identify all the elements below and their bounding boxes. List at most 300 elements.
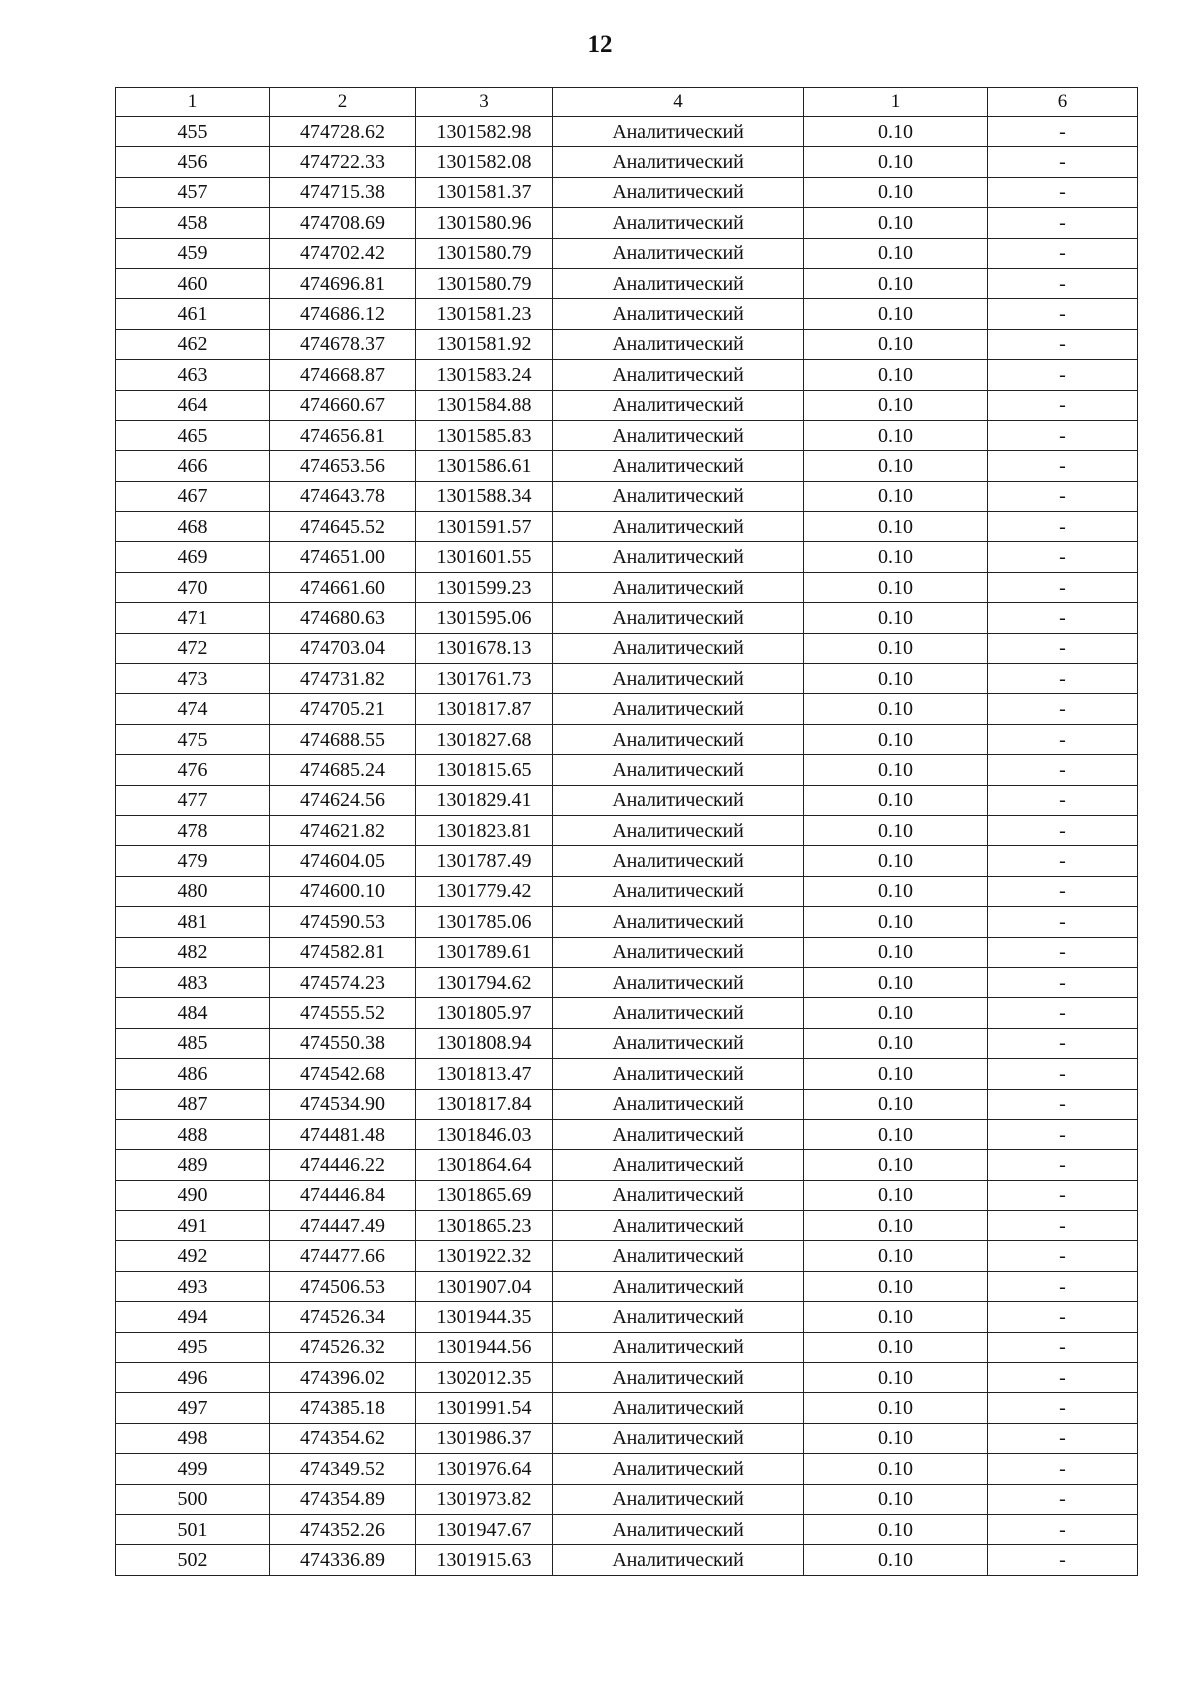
y-coordinate-cell: 1301915.63 bbox=[416, 1545, 553, 1575]
point-number-cell: 455 bbox=[116, 117, 270, 147]
table-row bbox=[116, 937, 1138, 967]
accuracy-cell: 0.10 bbox=[804, 238, 988, 268]
table-row bbox=[116, 1150, 1138, 1180]
x-coordinate-cell: 474696.81 bbox=[270, 268, 416, 298]
method-cell: Аналитический bbox=[553, 177, 804, 207]
table-row bbox=[116, 1180, 1138, 1210]
y-coordinate-cell: 1302012.35 bbox=[416, 1363, 553, 1393]
point-number-cell: 493 bbox=[116, 1271, 270, 1301]
note-cell: - bbox=[988, 603, 1138, 633]
x-coordinate-cell: 474590.53 bbox=[270, 907, 416, 937]
point-number-cell: 482 bbox=[116, 937, 270, 967]
point-number-cell: 474 bbox=[116, 694, 270, 724]
y-coordinate-cell: 1301976.64 bbox=[416, 1454, 553, 1484]
table-row bbox=[116, 967, 1138, 997]
y-coordinate-cell: 1301785.06 bbox=[416, 907, 553, 937]
y-coordinate-cell: 1301973.82 bbox=[416, 1484, 553, 1514]
x-coordinate-cell: 474624.56 bbox=[270, 785, 416, 815]
table-row bbox=[116, 1484, 1138, 1514]
y-coordinate-cell: 1301808.94 bbox=[416, 1028, 553, 1058]
method-cell: Аналитический bbox=[553, 1484, 804, 1514]
point-number-cell: 470 bbox=[116, 572, 270, 602]
table-row bbox=[116, 390, 1138, 420]
x-coordinate-cell: 474708.69 bbox=[270, 208, 416, 238]
note-cell: - bbox=[988, 876, 1138, 906]
y-coordinate-cell: 1301815.65 bbox=[416, 755, 553, 785]
note-cell: - bbox=[988, 785, 1138, 815]
table-row bbox=[116, 299, 1138, 329]
note-cell: - bbox=[988, 451, 1138, 481]
y-coordinate-cell: 1301581.23 bbox=[416, 299, 553, 329]
accuracy-cell: 0.10 bbox=[804, 1119, 988, 1149]
table-row bbox=[116, 1059, 1138, 1089]
accuracy-cell: 0.10 bbox=[804, 1393, 988, 1423]
table-row bbox=[116, 1332, 1138, 1362]
x-coordinate-cell: 474582.81 bbox=[270, 937, 416, 967]
y-coordinate-cell: 1301581.37 bbox=[416, 177, 553, 207]
accuracy-cell: 0.10 bbox=[804, 1302, 988, 1332]
method-cell: Аналитический bbox=[553, 633, 804, 663]
y-coordinate-cell: 1301813.47 bbox=[416, 1059, 553, 1089]
x-coordinate-cell: 474661.60 bbox=[270, 572, 416, 602]
table-row bbox=[116, 1241, 1138, 1271]
table-row bbox=[116, 1454, 1138, 1484]
method-cell: Аналитический bbox=[553, 846, 804, 876]
note-cell: - bbox=[988, 998, 1138, 1028]
accuracy-cell: 0.10 bbox=[804, 967, 988, 997]
x-coordinate-cell: 474621.82 bbox=[270, 815, 416, 845]
table-row bbox=[116, 238, 1138, 268]
y-coordinate-cell: 1301584.88 bbox=[416, 390, 553, 420]
x-coordinate-cell: 474656.81 bbox=[270, 420, 416, 450]
table-row bbox=[116, 177, 1138, 207]
y-coordinate-cell: 1301580.79 bbox=[416, 268, 553, 298]
point-number-cell: 481 bbox=[116, 907, 270, 937]
accuracy-cell: 0.10 bbox=[804, 998, 988, 1028]
point-number-cell: 463 bbox=[116, 360, 270, 390]
table-body bbox=[116, 117, 1138, 1576]
x-coordinate-cell: 474481.48 bbox=[270, 1119, 416, 1149]
point-number-cell: 464 bbox=[116, 390, 270, 420]
table-row bbox=[116, 1089, 1138, 1119]
method-cell: Аналитический bbox=[553, 724, 804, 754]
table-row bbox=[116, 451, 1138, 481]
point-number-cell: 491 bbox=[116, 1211, 270, 1241]
x-coordinate-cell: 474731.82 bbox=[270, 664, 416, 694]
note-cell: - bbox=[988, 1241, 1138, 1271]
y-coordinate-cell: 1301817.84 bbox=[416, 1089, 553, 1119]
table-row bbox=[116, 1302, 1138, 1332]
note-cell: - bbox=[988, 967, 1138, 997]
point-number-cell: 496 bbox=[116, 1363, 270, 1393]
x-coordinate-cell: 474688.55 bbox=[270, 724, 416, 754]
x-coordinate-cell: 474526.32 bbox=[270, 1332, 416, 1362]
method-cell: Аналитический bbox=[553, 1119, 804, 1149]
accuracy-cell: 0.10 bbox=[804, 694, 988, 724]
note-cell: - bbox=[988, 572, 1138, 602]
point-number-cell: 484 bbox=[116, 998, 270, 1028]
point-number-cell: 473 bbox=[116, 664, 270, 694]
point-number-cell: 461 bbox=[116, 299, 270, 329]
method-cell: Аналитический bbox=[553, 542, 804, 572]
table-row bbox=[116, 208, 1138, 238]
x-coordinate-cell: 474703.04 bbox=[270, 633, 416, 663]
accuracy-cell: 0.10 bbox=[804, 876, 988, 906]
accuracy-cell: 0.10 bbox=[804, 1241, 988, 1271]
y-coordinate-cell: 1301779.42 bbox=[416, 876, 553, 906]
x-coordinate-cell: 474542.68 bbox=[270, 1059, 416, 1089]
y-coordinate-cell: 1301823.81 bbox=[416, 815, 553, 845]
accuracy-cell: 0.10 bbox=[804, 329, 988, 359]
point-number-cell: 468 bbox=[116, 512, 270, 542]
x-coordinate-cell: 474477.66 bbox=[270, 1241, 416, 1271]
method-cell: Аналитический bbox=[553, 299, 804, 329]
table-row bbox=[116, 1514, 1138, 1544]
x-coordinate-cell: 474702.42 bbox=[270, 238, 416, 268]
y-coordinate-cell: 1301595.06 bbox=[416, 603, 553, 633]
note-cell: - bbox=[988, 1180, 1138, 1210]
accuracy-cell: 0.10 bbox=[804, 268, 988, 298]
note-cell: - bbox=[988, 1332, 1138, 1362]
point-number-cell: 495 bbox=[116, 1332, 270, 1362]
x-coordinate-cell: 474446.84 bbox=[270, 1180, 416, 1210]
y-coordinate-cell: 1301585.83 bbox=[416, 420, 553, 450]
method-cell: Аналитический bbox=[553, 1454, 804, 1484]
accuracy-cell: 0.10 bbox=[804, 1363, 988, 1393]
note-cell: - bbox=[988, 329, 1138, 359]
table-row bbox=[116, 329, 1138, 359]
x-coordinate-cell: 474651.00 bbox=[270, 542, 416, 572]
table-row bbox=[116, 512, 1138, 542]
method-cell: Аналитический bbox=[553, 451, 804, 481]
method-cell: Аналитический bbox=[553, 1089, 804, 1119]
method-cell: Аналитический bbox=[553, 1150, 804, 1180]
accuracy-cell: 0.10 bbox=[804, 1454, 988, 1484]
accuracy-cell: 0.10 bbox=[804, 1180, 988, 1210]
y-coordinate-cell: 1301580.96 bbox=[416, 208, 553, 238]
accuracy-cell: 0.10 bbox=[804, 846, 988, 876]
y-coordinate-cell: 1301583.24 bbox=[416, 360, 553, 390]
point-number-cell: 489 bbox=[116, 1150, 270, 1180]
point-number-cell: 487 bbox=[116, 1089, 270, 1119]
accuracy-cell: 0.10 bbox=[804, 1423, 988, 1453]
y-coordinate-cell: 1301591.57 bbox=[416, 512, 553, 542]
x-coordinate-cell: 474385.18 bbox=[270, 1393, 416, 1423]
column-header: 1 bbox=[116, 88, 270, 117]
table-row bbox=[116, 603, 1138, 633]
note-cell: - bbox=[988, 360, 1138, 390]
point-number-cell: 459 bbox=[116, 238, 270, 268]
note-cell: - bbox=[988, 724, 1138, 754]
x-coordinate-cell: 474685.24 bbox=[270, 755, 416, 785]
accuracy-cell: 0.10 bbox=[804, 1059, 988, 1089]
point-number-cell: 490 bbox=[116, 1180, 270, 1210]
y-coordinate-cell: 1301599.23 bbox=[416, 572, 553, 602]
x-coordinate-cell: 474354.89 bbox=[270, 1484, 416, 1514]
note-cell: - bbox=[988, 1119, 1138, 1149]
point-number-cell: 466 bbox=[116, 451, 270, 481]
point-number-cell: 485 bbox=[116, 1028, 270, 1058]
point-number-cell: 467 bbox=[116, 481, 270, 511]
point-number-cell: 500 bbox=[116, 1484, 270, 1514]
accuracy-cell: 0.10 bbox=[804, 451, 988, 481]
x-coordinate-cell: 474715.38 bbox=[270, 177, 416, 207]
note-cell: - bbox=[988, 238, 1138, 268]
column-header: 2 bbox=[270, 88, 416, 117]
accuracy-cell: 0.10 bbox=[804, 815, 988, 845]
y-coordinate-cell: 1301582.08 bbox=[416, 147, 553, 177]
note-cell: - bbox=[988, 542, 1138, 572]
x-coordinate-cell: 474728.62 bbox=[270, 117, 416, 147]
point-number-cell: 486 bbox=[116, 1059, 270, 1089]
x-coordinate-cell: 474555.52 bbox=[270, 998, 416, 1028]
note-cell: - bbox=[988, 1150, 1138, 1180]
note-cell: - bbox=[988, 177, 1138, 207]
method-cell: Аналитический bbox=[553, 390, 804, 420]
table-row bbox=[116, 694, 1138, 724]
x-coordinate-cell: 474336.89 bbox=[270, 1545, 416, 1575]
x-coordinate-cell: 474446.22 bbox=[270, 1150, 416, 1180]
table-row bbox=[116, 664, 1138, 694]
x-coordinate-cell: 474447.49 bbox=[270, 1211, 416, 1241]
note-cell: - bbox=[988, 1423, 1138, 1453]
method-cell: Аналитический bbox=[553, 147, 804, 177]
y-coordinate-cell: 1301991.54 bbox=[416, 1393, 553, 1423]
y-coordinate-cell: 1301586.61 bbox=[416, 451, 553, 481]
y-coordinate-cell: 1301986.37 bbox=[416, 1423, 553, 1453]
x-coordinate-cell: 474645.52 bbox=[270, 512, 416, 542]
method-cell: Аналитический bbox=[553, 876, 804, 906]
note-cell: - bbox=[988, 481, 1138, 511]
y-coordinate-cell: 1301817.87 bbox=[416, 694, 553, 724]
table-row bbox=[116, 846, 1138, 876]
method-cell: Аналитический bbox=[553, 1180, 804, 1210]
note-cell: - bbox=[988, 1454, 1138, 1484]
method-cell: Аналитический bbox=[553, 603, 804, 633]
method-cell: Аналитический bbox=[553, 208, 804, 238]
method-cell: Аналитический bbox=[553, 420, 804, 450]
y-coordinate-cell: 1301944.56 bbox=[416, 1332, 553, 1362]
method-cell: Аналитический bbox=[553, 1423, 804, 1453]
accuracy-cell: 0.10 bbox=[804, 1332, 988, 1362]
point-number-cell: 476 bbox=[116, 755, 270, 785]
note-cell: - bbox=[988, 147, 1138, 177]
y-coordinate-cell: 1301580.79 bbox=[416, 238, 553, 268]
method-cell: Аналитический bbox=[553, 907, 804, 937]
y-coordinate-cell: 1301865.23 bbox=[416, 1211, 553, 1241]
point-number-cell: 483 bbox=[116, 967, 270, 997]
note-cell: - bbox=[988, 1545, 1138, 1575]
table-row bbox=[116, 147, 1138, 177]
note-cell: - bbox=[988, 1393, 1138, 1423]
table-row bbox=[116, 1423, 1138, 1453]
accuracy-cell: 0.10 bbox=[804, 1545, 988, 1575]
note-cell: - bbox=[988, 1514, 1138, 1544]
note-cell: - bbox=[988, 208, 1138, 238]
table-row bbox=[116, 998, 1138, 1028]
accuracy-cell: 0.10 bbox=[804, 572, 988, 602]
note-cell: - bbox=[988, 1211, 1138, 1241]
point-number-cell: 479 bbox=[116, 846, 270, 876]
point-number-cell: 502 bbox=[116, 1545, 270, 1575]
y-coordinate-cell: 1301805.97 bbox=[416, 998, 553, 1028]
table-row bbox=[116, 785, 1138, 815]
accuracy-cell: 0.10 bbox=[804, 542, 988, 572]
method-cell: Аналитический bbox=[553, 785, 804, 815]
method-cell: Аналитический bbox=[553, 1514, 804, 1544]
x-coordinate-cell: 474600.10 bbox=[270, 876, 416, 906]
accuracy-cell: 0.10 bbox=[804, 420, 988, 450]
method-cell: Аналитический bbox=[553, 755, 804, 785]
table-row bbox=[116, 907, 1138, 937]
coordinates-table bbox=[115, 87, 1138, 1576]
x-coordinate-cell: 474678.37 bbox=[270, 329, 416, 359]
point-number-cell: 497 bbox=[116, 1393, 270, 1423]
accuracy-cell: 0.10 bbox=[804, 481, 988, 511]
x-coordinate-cell: 474354.62 bbox=[270, 1423, 416, 1453]
accuracy-cell: 0.10 bbox=[804, 177, 988, 207]
x-coordinate-cell: 474686.12 bbox=[270, 299, 416, 329]
note-cell: - bbox=[988, 1028, 1138, 1058]
point-number-cell: 478 bbox=[116, 815, 270, 845]
x-coordinate-cell: 474722.33 bbox=[270, 147, 416, 177]
method-cell: Аналитический bbox=[553, 1302, 804, 1332]
method-cell: Аналитический bbox=[553, 481, 804, 511]
note-cell: - bbox=[988, 117, 1138, 147]
table-row bbox=[116, 1393, 1138, 1423]
table-row bbox=[116, 360, 1138, 390]
y-coordinate-cell: 1301761.73 bbox=[416, 664, 553, 694]
accuracy-cell: 0.10 bbox=[804, 360, 988, 390]
accuracy-cell: 0.10 bbox=[804, 633, 988, 663]
table-row bbox=[116, 724, 1138, 754]
method-cell: Аналитический bbox=[553, 360, 804, 390]
note-cell: - bbox=[988, 1271, 1138, 1301]
method-cell: Аналитический bbox=[553, 998, 804, 1028]
x-coordinate-cell: 474574.23 bbox=[270, 967, 416, 997]
accuracy-cell: 0.10 bbox=[804, 907, 988, 937]
table-row bbox=[116, 633, 1138, 663]
point-number-cell: 462 bbox=[116, 329, 270, 359]
accuracy-cell: 0.10 bbox=[804, 208, 988, 238]
y-coordinate-cell: 1301846.03 bbox=[416, 1119, 553, 1149]
x-coordinate-cell: 474680.63 bbox=[270, 603, 416, 633]
point-number-cell: 480 bbox=[116, 876, 270, 906]
x-coordinate-cell: 474643.78 bbox=[270, 481, 416, 511]
note-cell: - bbox=[988, 299, 1138, 329]
y-coordinate-cell: 1301789.61 bbox=[416, 937, 553, 967]
table-row bbox=[116, 1271, 1138, 1301]
note-cell: - bbox=[988, 1089, 1138, 1119]
x-coordinate-cell: 474705.21 bbox=[270, 694, 416, 724]
accuracy-cell: 0.10 bbox=[804, 1028, 988, 1058]
point-number-cell: 477 bbox=[116, 785, 270, 815]
y-coordinate-cell: 1301678.13 bbox=[416, 633, 553, 663]
y-coordinate-cell: 1301865.69 bbox=[416, 1180, 553, 1210]
y-coordinate-cell: 1301827.68 bbox=[416, 724, 553, 754]
method-cell: Аналитический bbox=[553, 1271, 804, 1301]
point-number-cell: 488 bbox=[116, 1119, 270, 1149]
x-coordinate-cell: 474506.53 bbox=[270, 1271, 416, 1301]
table-header-row bbox=[116, 88, 1138, 117]
table-row bbox=[116, 420, 1138, 450]
table-row bbox=[116, 268, 1138, 298]
note-cell: - bbox=[988, 390, 1138, 420]
method-cell: Аналитический bbox=[553, 512, 804, 542]
point-number-cell: 472 bbox=[116, 633, 270, 663]
point-number-cell: 494 bbox=[116, 1302, 270, 1332]
point-number-cell: 460 bbox=[116, 268, 270, 298]
note-cell: - bbox=[988, 907, 1138, 937]
accuracy-cell: 0.10 bbox=[804, 299, 988, 329]
note-cell: - bbox=[988, 268, 1138, 298]
y-coordinate-cell: 1301907.04 bbox=[416, 1271, 553, 1301]
y-coordinate-cell: 1301581.92 bbox=[416, 329, 553, 359]
note-cell: - bbox=[988, 815, 1138, 845]
point-number-cell: 498 bbox=[116, 1423, 270, 1453]
accuracy-cell: 0.10 bbox=[804, 512, 988, 542]
point-number-cell: 457 bbox=[116, 177, 270, 207]
point-number-cell: 492 bbox=[116, 1241, 270, 1271]
x-coordinate-cell: 474550.38 bbox=[270, 1028, 416, 1058]
table-row bbox=[116, 815, 1138, 845]
accuracy-cell: 0.10 bbox=[804, 603, 988, 633]
y-coordinate-cell: 1301922.32 bbox=[416, 1241, 553, 1271]
y-coordinate-cell: 1301787.49 bbox=[416, 846, 553, 876]
accuracy-cell: 0.10 bbox=[804, 755, 988, 785]
table-row bbox=[116, 1545, 1138, 1575]
table-row bbox=[116, 117, 1138, 147]
x-coordinate-cell: 474352.26 bbox=[270, 1514, 416, 1544]
y-coordinate-cell: 1301864.64 bbox=[416, 1150, 553, 1180]
accuracy-cell: 0.10 bbox=[804, 785, 988, 815]
table-row bbox=[116, 1211, 1138, 1241]
point-number-cell: 465 bbox=[116, 420, 270, 450]
method-cell: Аналитический bbox=[553, 937, 804, 967]
method-cell: Аналитический bbox=[553, 967, 804, 997]
table-row bbox=[116, 542, 1138, 572]
method-cell: Аналитический bbox=[553, 1393, 804, 1423]
point-number-cell: 475 bbox=[116, 724, 270, 754]
x-coordinate-cell: 474534.90 bbox=[270, 1089, 416, 1119]
y-coordinate-cell: 1301588.34 bbox=[416, 481, 553, 511]
point-number-cell: 458 bbox=[116, 208, 270, 238]
note-cell: - bbox=[988, 1302, 1138, 1332]
method-cell: Аналитический bbox=[553, 1059, 804, 1089]
method-cell: Аналитический bbox=[553, 694, 804, 724]
table-row bbox=[116, 1028, 1138, 1058]
column-header: 4 bbox=[553, 88, 804, 117]
y-coordinate-cell: 1301582.98 bbox=[416, 117, 553, 147]
y-coordinate-cell: 1301944.35 bbox=[416, 1302, 553, 1332]
note-cell: - bbox=[988, 937, 1138, 967]
method-cell: Аналитический bbox=[553, 1241, 804, 1271]
accuracy-cell: 0.10 bbox=[804, 1211, 988, 1241]
method-cell: Аналитический bbox=[553, 1028, 804, 1058]
accuracy-cell: 0.10 bbox=[804, 937, 988, 967]
x-coordinate-cell: 474668.87 bbox=[270, 360, 416, 390]
method-cell: Аналитический bbox=[553, 117, 804, 147]
point-number-cell: 499 bbox=[116, 1454, 270, 1484]
x-coordinate-cell: 474526.34 bbox=[270, 1302, 416, 1332]
method-cell: Аналитический bbox=[553, 1363, 804, 1393]
table-row bbox=[116, 876, 1138, 906]
note-cell: - bbox=[988, 755, 1138, 785]
point-number-cell: 456 bbox=[116, 147, 270, 177]
method-cell: Аналитический bbox=[553, 1545, 804, 1575]
note-cell: - bbox=[988, 512, 1138, 542]
method-cell: Аналитический bbox=[553, 815, 804, 845]
